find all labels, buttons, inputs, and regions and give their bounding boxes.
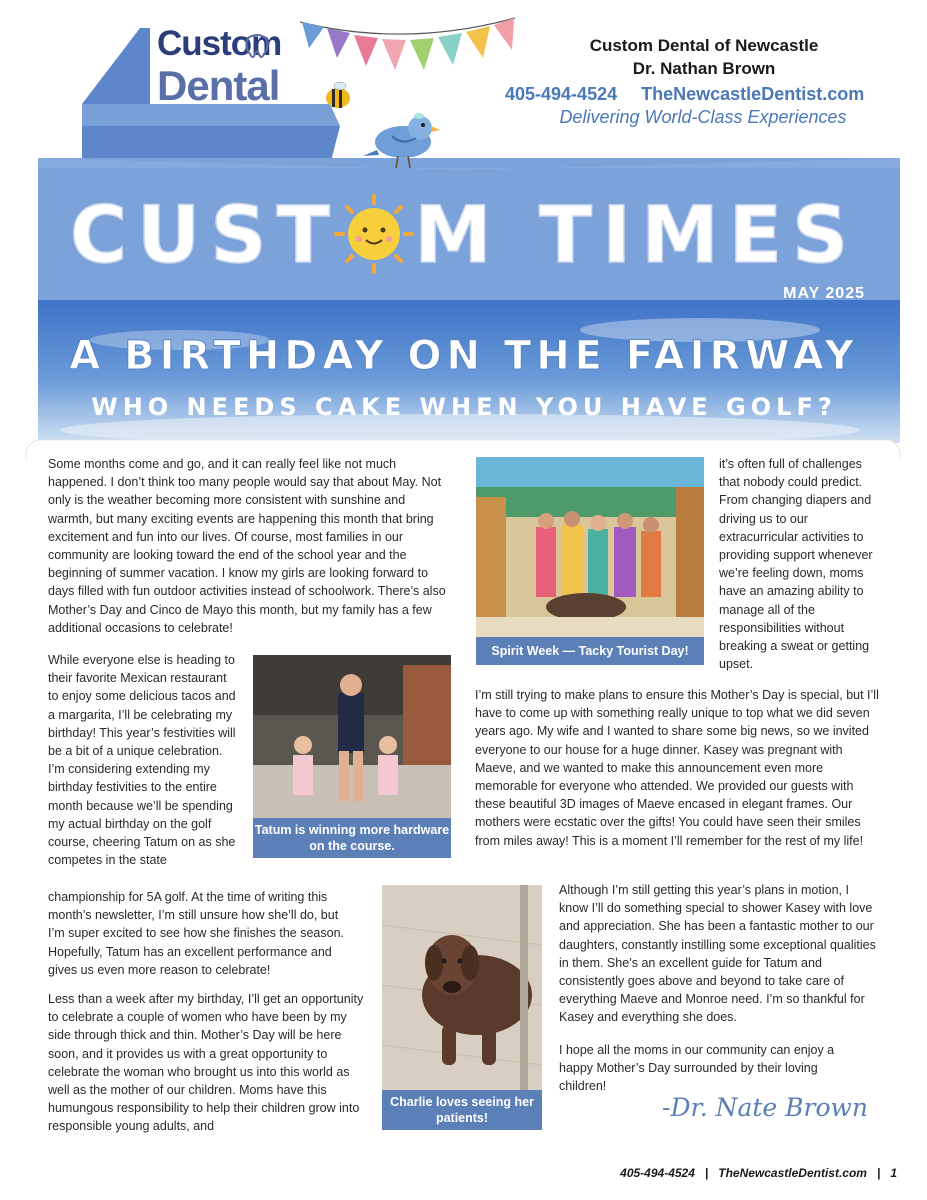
contact-line	[505, 84, 864, 105]
logo-text-custom: Custom	[157, 24, 282, 63]
paragraph-birthday: While everyone else is heading to their favorite Mexican restaurant to enjoy some delicious tacos and a margarita, I’ll be celebrating my birthday! This year’s festivities will be a bit of a unique celebration. I’m considering extending my birthday festivities to the entire month because we’ll be spending my actual birthday on the golf course, cheering Tatum on as she competes in the state	[48, 653, 236, 868]
tagline: Delivering World-Class Experiences	[559, 107, 847, 127]
signature: -Dr. Nate Brown	[662, 1093, 869, 1122]
spirit-week-photo	[476, 457, 704, 637]
tatum-photo	[253, 655, 451, 818]
tooth-icon	[242, 32, 272, 62]
paragraph-mothers-day: Less than a week after my birthday, I’ll get an opportunity to celebrate a couple of women who have been by my side through thick and thin. Mother’s Day will be here soon, and it provides us with a great opportunity to celebrate the woman who brought us into this world as well as the mother of our children. Moms have this humungous responsibility to help their children grow into responsible young adults, and	[48, 992, 364, 1134]
newsletter-title: CUST M TIMES	[69, 191, 859, 281]
paragraph-moms: it’s often full of challenges that nobody could predict. From changing diapers and driving us to our extracurricular activities to providing support whenever we’re feeling down, moms have an amazing ability to manage all of the responsibilities without breaking a sweat or getting upset.	[719, 457, 873, 672]
issue-date: MAY 2025	[783, 285, 865, 302]
paragraph-closing: I hope all the moms in our community can enjoy a happy Mother’s Day surrounded by their loving children!	[559, 1043, 835, 1094]
spirit-week-caption: Spirit Week — Tacky Tourist Day!	[476, 637, 704, 665]
practice-name: Custom Dental of Newcastle	[589, 36, 819, 55]
charlie-photo	[382, 885, 542, 1090]
website-link[interactable]: TheNewcastleDentist.com	[641, 84, 865, 104]
doctor-name: Dr. Nathan Brown	[632, 59, 776, 78]
logo-text-dental: Dental	[157, 62, 280, 109]
charlie-caption: Charlie loves seeing her patients!	[382, 1090, 542, 1130]
footer: 405-494-4524 | TheNewcastleDentist.com | 1	[620, 1166, 897, 1180]
tatum-caption: Tatum is winning more hardware on the course.	[253, 818, 451, 858]
phone-number[interactable]: 405-494-4524	[505, 84, 618, 104]
paragraph-plans: I’m still trying to make plans to ensure this Mother’s Day is special, but I’ll have to come up with something really unique to top what we did seven years ago. My wife and I wanted to share some big news, so we invited everyone to our house for a huge dinner. Kasey was pregnant with Maeve, and we wanted to make this announcement even more memorable for everyone who attended. We provided our guests with these beautiful 3D images of Maeve encased in elegant frames. Our mothers were ecstatic over the gifts! You could have seen their smiles from miles away! This is a moment I’ll remember for the rest of my life!	[475, 688, 879, 848]
paragraph-intro: Some months come and go, and it can really feel like not much happened. I don’t think too many people would say that about May. Not only is the weather becoming more consistent with sunshine and warmth, but many exciting events are happening this month that bring excitement and fun into our lives. Of course, most families in our community are looking toward the end of the school year and the beginning of summer vacation. I know my girls are looking forward to days filled with fun outdoor activities instead of schoolwork. There’s also Mother’s Day and Cinco de Mayo this month, but my family has a few additional occasions to celebrate!	[48, 457, 446, 635]
bee-icon	[326, 82, 350, 108]
paragraph-kasey: Although I’m still getting this year’s plans in motion, I know I’ll do something special to shower Kasey with love and appreciation. She has been a fantastic mother to our daughters, constantly instilling some exceptional qualities in them. She’s an excellent guide for Tatum and consistently goes above and beyond to take care of everything Maeve and Monroe need. I’m so thankful for Kasey and everything she does.	[559, 883, 876, 1025]
paragraph-birthday-cont: championship for 5A golf. At the time of writing this month’s newsletter, I’m still unsure how she’ll do, but I’m super excited to see how she finishes the season. Hopefully, Tatum has an excellent performance and gives us even more reason to celebrate!	[48, 890, 344, 977]
article-headline: A BIRTHDAY ON THE FAIRWAY	[69, 333, 859, 379]
article-subheadline: WHO NEEDS CAKE WHEN YOU HAVE GOLF?	[91, 393, 837, 421]
